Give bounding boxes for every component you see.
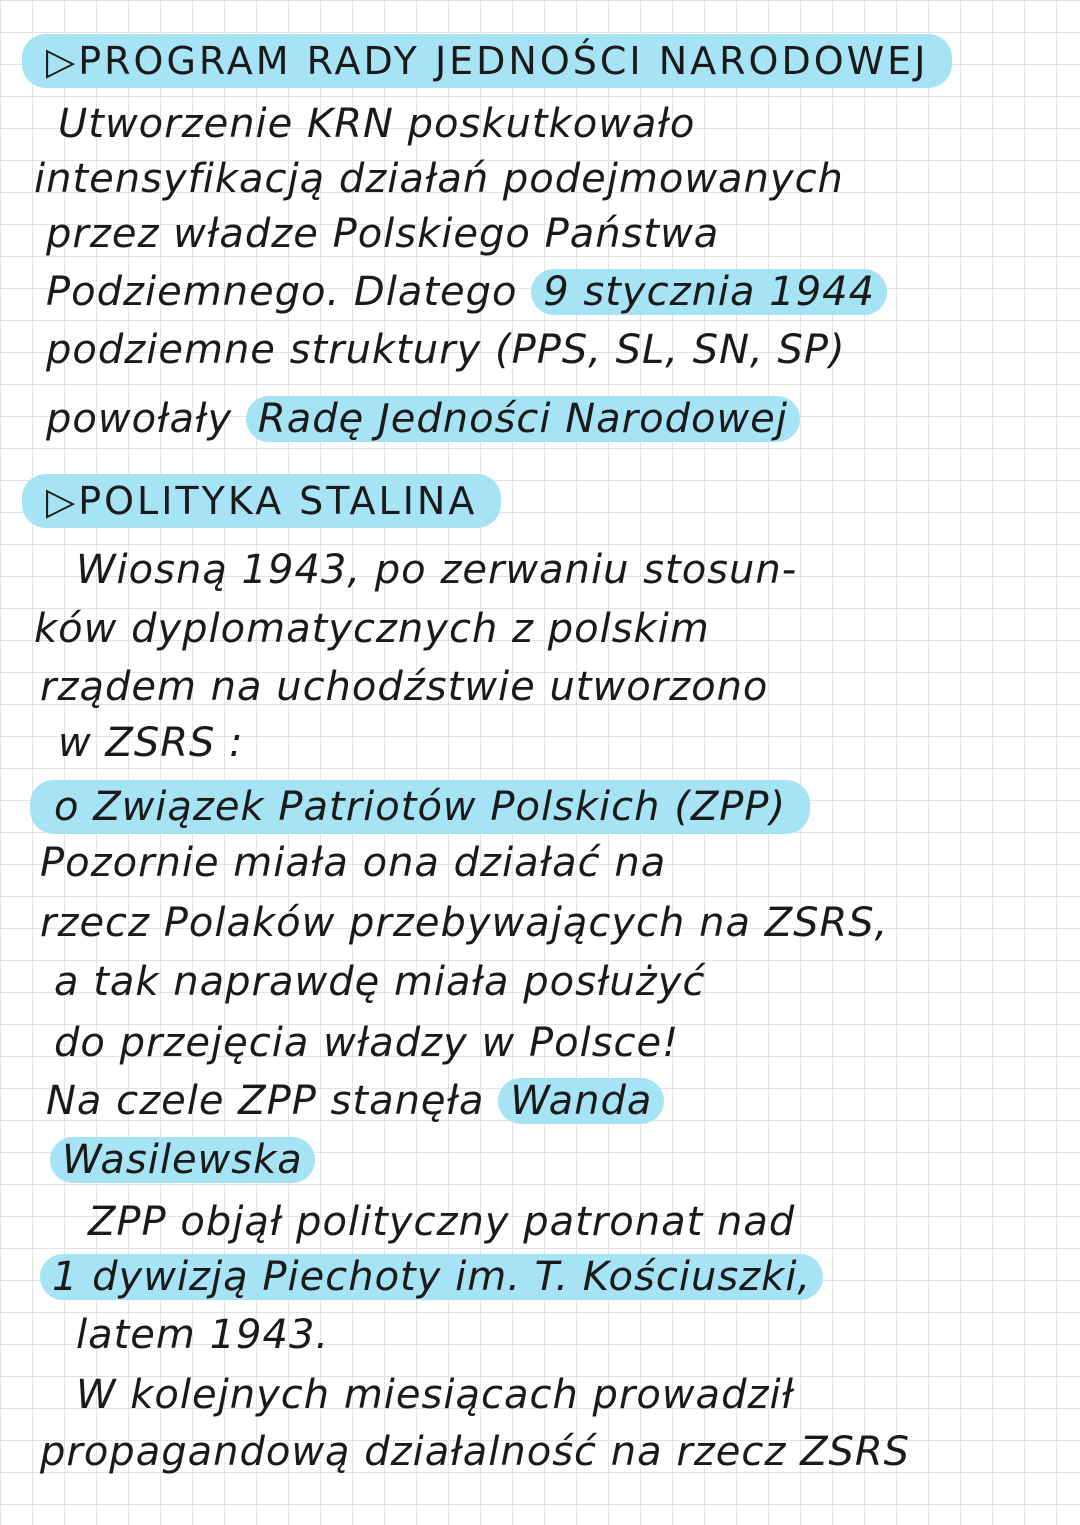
highlight-rjn: Radę Jedności Narodowej <box>246 396 800 442</box>
text-line <box>50 1133 315 1187</box>
highlight-date: 9 stycznia 1944 <box>531 269 887 315</box>
text-line: propagandową działalność na rzecz ZSRS <box>40 1429 911 1475</box>
text-line: rzecz Polaków przebywających na ZSRS, <box>40 900 889 946</box>
text-line: a tak naprawdę miała posłużyć <box>54 959 706 1005</box>
text-line: W kolejnych miesiącach prowadził <box>76 1372 795 1418</box>
highlight-wanda: Wanda <box>498 1078 664 1124</box>
text-line: intensyfikacją działań podejmowanych <box>34 156 844 202</box>
text-line: rządem na uchodźstwie utworzono <box>40 664 769 710</box>
highlight-wasilewska: Wasilewska <box>50 1137 315 1183</box>
text-line: latem 1943. <box>76 1312 330 1358</box>
heading-polityka-stalina: ▷POLITYKA STALINA <box>22 474 501 528</box>
text-line: ZPP objął polityczny patronat nad <box>88 1199 796 1245</box>
text-line: ków dyplomatycznych z polskim <box>34 606 710 652</box>
text-line: przez władze Polskiego Państwa <box>46 211 720 257</box>
text-line: Na czele ZPP stanęła Wanda <box>46 1074 664 1128</box>
heading-program-rady: ▷PROGRAM RADY JEDNOŚCI NARODOWEJ <box>22 34 952 88</box>
text-line: Wiosną 1943, po zerwaniu stosun- <box>76 547 798 593</box>
highlight-dywizja: 1 dywizją Piechoty im. T. Kościuszki, <box>40 1254 823 1300</box>
text-line <box>40 1250 823 1304</box>
text-line: podziemne struktury (PPS, SL, SN, SP) <box>46 327 846 373</box>
text-line: Utworzenie KRN poskutkowało <box>58 101 696 147</box>
text-line: do przejęcia władzy w Polsce! <box>54 1020 680 1066</box>
text-line: Pozornie miała ona działać na <box>40 840 667 886</box>
heading-zpp: o Związek Patriotów Polskich (ZPP) <box>30 780 810 834</box>
text-line: w ZSRS : <box>58 720 244 766</box>
text-line: powołały Radę Jedności Narodowej <box>46 392 800 446</box>
text-line: Podziemnego. Dlatego 9 stycznia 1944 <box>46 265 887 319</box>
